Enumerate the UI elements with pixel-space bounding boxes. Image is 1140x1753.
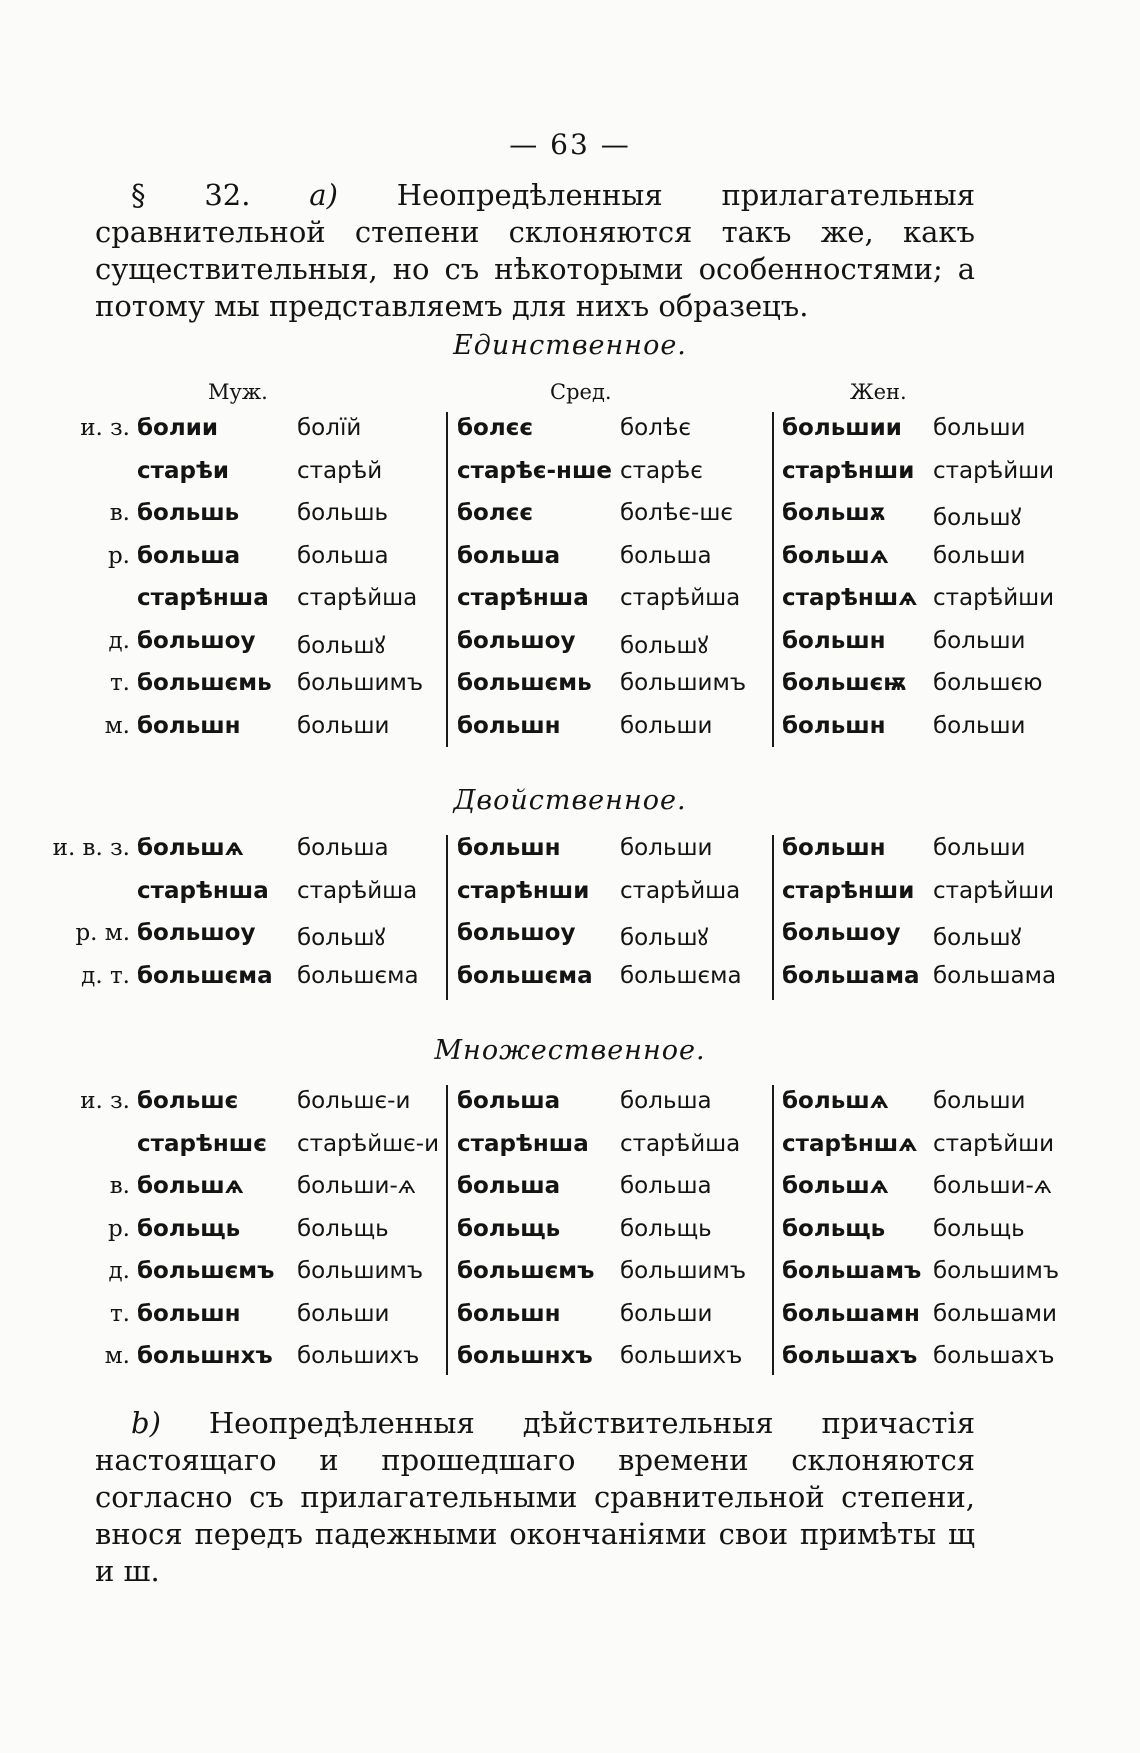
table-cell: большꙋ (620, 925, 709, 951)
table-cell: большн (137, 1300, 241, 1327)
table-cell: больши (933, 835, 1026, 861)
table-cell: большꙋ (933, 925, 1022, 951)
case-label: и. з. (80, 415, 130, 441)
table-cell: старѣнша (457, 1130, 589, 1157)
table-cell: большємъ (457, 1258, 595, 1284)
table-cell: большимъ (297, 1258, 424, 1284)
table-cell: старѣнши (457, 877, 590, 904)
case-label: р. м. (75, 920, 130, 946)
table-row (0, 500, 1140, 542)
table-cell: больщь (782, 1215, 886, 1242)
table-cell: большоу (457, 627, 576, 654)
table-cell: большѧ (782, 1088, 889, 1114)
table-cell: старѣнши (782, 457, 915, 484)
table-cell: большоу (137, 920, 256, 946)
intro-text: Неопредѣленныя прилагательныя сравнительной степени склоняются такъ же, какъ существительныя, но съ нѣкоторыми особенностями; а потому мы представляемъ для нихъ образецъ. (95, 178, 976, 323)
table-cell: болєє (457, 415, 533, 441)
table-cell: старѣйша (297, 877, 418, 904)
table-cell: больши-ѧ (297, 1173, 416, 1199)
table-cell: болѣє-шє (620, 500, 734, 526)
table-cell: старѣншє (137, 1130, 267, 1157)
table-cell: большєѭ (782, 670, 907, 696)
case-label: д. (108, 627, 130, 654)
case-label: и. з. (80, 1088, 130, 1114)
table-cell: большꙋ (297, 632, 386, 659)
table-cell: старѣйша (620, 585, 741, 611)
table-cell: старѣйша (620, 877, 741, 904)
table-cell: большь (137, 500, 240, 526)
table-cell: большѧ (782, 542, 889, 569)
neuter-header: Сред. (550, 380, 612, 404)
table-cell: большимъ (620, 1258, 747, 1284)
intro-paragraph (95, 177, 975, 325)
table-cell: большєма (620, 962, 742, 989)
table-cell: старѣйшє-и (297, 1130, 440, 1157)
table-cell: старѣйши (933, 585, 1055, 611)
table-cell: больша (620, 542, 712, 569)
table-cell: большꙋ (933, 505, 1022, 531)
table-cell: болїй (297, 415, 362, 441)
table-row (0, 415, 1140, 457)
closing-paragraph (95, 1405, 975, 1590)
table-cell: больши (297, 1300, 390, 1327)
table-cell: большємь (457, 670, 592, 696)
table-cell: большихъ (620, 1343, 743, 1369)
table-cell: большии (782, 415, 902, 441)
table-cell: больши (933, 542, 1026, 569)
table-row (0, 1343, 1140, 1385)
table-cell: больша (297, 542, 389, 569)
table-cell: большама (782, 962, 920, 989)
table-cell: большами (933, 1300, 1057, 1327)
case-label: в. (109, 500, 130, 526)
table-row (0, 878, 1140, 920)
table-cell: старѣйши (933, 1130, 1055, 1157)
table-cell: больши (620, 835, 713, 861)
table-cell: старѣншѧ (782, 1130, 918, 1157)
table-row (0, 1301, 1140, 1343)
table-cell: больша (297, 835, 389, 861)
table-cell: большн (782, 627, 886, 654)
table-cell: старѣнши (782, 877, 915, 904)
closing-text: Неопредѣленныя дѣйствительныя причастія настоящаго и прошедшаго времени склоняются согласно съ прилагательными сравнительной степени, внося передъ падежными окончаніями свои примѣты щ и ш. (95, 1406, 975, 1588)
case-label: и. в. з. (52, 835, 130, 861)
table-cell: большнхъ (457, 1343, 593, 1369)
table-row (0, 963, 1140, 1005)
item-letter-a: a) (309, 178, 338, 212)
table-cell: большє-и (297, 1088, 411, 1114)
table-cell: болєє (457, 500, 533, 526)
table-cell: большихъ (297, 1343, 420, 1369)
table-cell: большн (137, 712, 241, 739)
table-cell: больша (457, 1173, 561, 1199)
table-row (0, 628, 1140, 670)
table-cell: большн (782, 712, 886, 739)
table-cell: большамъ (782, 1258, 922, 1284)
table-row (0, 585, 1140, 627)
table-cell: большѧ (137, 835, 244, 861)
table-cell: больщь (137, 1215, 241, 1242)
table-cell: большн (782, 835, 886, 861)
table-cell: больши (933, 712, 1026, 739)
table-cell: большє (137, 1088, 239, 1114)
table-cell: большн (457, 835, 561, 861)
table-cell: старѣнша (457, 585, 589, 611)
table-cell: большєма (457, 962, 593, 989)
table-cell: больши (933, 1088, 1026, 1114)
table-cell: большь (297, 500, 389, 526)
table-row (0, 1088, 1140, 1130)
table-cell: большимъ (620, 670, 747, 696)
table-cell: болии (137, 415, 218, 441)
table-cell: большама (933, 962, 1057, 989)
plural-title: Множественное. (434, 1035, 706, 1066)
table-cell: большамн (782, 1300, 920, 1327)
case-label: д. т. (81, 962, 130, 989)
table-cell: большахъ (782, 1343, 918, 1369)
table-cell: большимъ (297, 670, 424, 696)
case-label: м. (104, 712, 130, 739)
table-cell: большѫ (782, 500, 886, 526)
item-letter-b: b) (131, 1406, 161, 1440)
table-cell: большоу (782, 920, 901, 946)
table-cell: старѣйша (297, 585, 418, 611)
table-cell: большєма (297, 962, 419, 989)
table-cell: старѣйши (933, 457, 1055, 484)
table-row (0, 1258, 1140, 1300)
case-label: р. (107, 1215, 130, 1242)
table-cell: большимъ (933, 1258, 1060, 1284)
table-cell: больщь (297, 1215, 389, 1242)
table-cell: старѣйша (620, 1130, 741, 1157)
table-cell: большꙋ (297, 925, 386, 951)
table-cell: старѣнша (137, 585, 269, 611)
case-label: м. (104, 1343, 130, 1369)
table-cell: большоу (137, 627, 256, 654)
table-cell: больши (620, 1300, 713, 1327)
table-row (0, 1173, 1140, 1215)
table-cell: больша (457, 542, 561, 569)
table-row (0, 1131, 1140, 1173)
table-cell: больщь (620, 1215, 712, 1242)
table-cell: больши (620, 712, 713, 739)
table-cell: большємъ (137, 1258, 275, 1284)
case-label: д. (108, 1258, 130, 1284)
table-row (0, 458, 1140, 500)
table-row (0, 543, 1140, 585)
table-row (0, 1216, 1140, 1258)
section-mark: § 32. (131, 178, 251, 212)
table-cell: больша (137, 542, 241, 569)
table-cell: старѣи (137, 457, 229, 484)
table-row (0, 670, 1140, 712)
table-cell: больша (620, 1173, 712, 1199)
table-cell: большѧ (137, 1173, 244, 1199)
table-cell: большн (457, 1300, 561, 1327)
table-cell: большєю (933, 670, 1043, 696)
table-cell: старѣє (620, 457, 703, 484)
table-cell: больши (933, 415, 1026, 441)
table-cell: старѣнша (137, 877, 269, 904)
case-label: в. (109, 1173, 130, 1199)
table-cell: больша (620, 1088, 712, 1114)
table-cell: большнхъ (137, 1343, 273, 1369)
table-cell: больши (933, 627, 1026, 654)
table-cell: старѣй (297, 457, 383, 484)
table-cell: старѣйши (933, 877, 1055, 904)
table-cell: большєма (137, 962, 273, 989)
table-cell: старѣє-нше (457, 457, 612, 484)
table-row (0, 835, 1140, 877)
case-label: т. (109, 1300, 130, 1327)
dual-title: Двойственное. (453, 785, 687, 816)
table-row (0, 713, 1140, 755)
table-cell: большахъ (933, 1343, 1055, 1369)
table-cell: большоу (457, 920, 576, 946)
table-cell: большѧ (782, 1173, 889, 1199)
table-cell: старѣншѧ (782, 585, 918, 611)
table-cell: больши (297, 712, 390, 739)
table-cell: большн (457, 712, 561, 739)
table-cell: больши-ѧ (933, 1173, 1052, 1199)
table-cell: большꙋ (620, 632, 709, 659)
table-cell: больша (457, 1088, 561, 1114)
case-label: т. (109, 670, 130, 696)
table-cell: больщь (457, 1215, 561, 1242)
table-cell: болѣє (620, 415, 692, 441)
case-label: р. (107, 542, 130, 569)
masculine-header: Муж. (208, 380, 268, 404)
singular-title: Единственное. (453, 330, 687, 361)
page-number: — 63 — (509, 128, 631, 161)
feminine-header: Жен. (850, 380, 907, 404)
table-cell: большємь (137, 670, 272, 696)
table-row (0, 920, 1140, 962)
table-cell: больщь (933, 1215, 1025, 1242)
